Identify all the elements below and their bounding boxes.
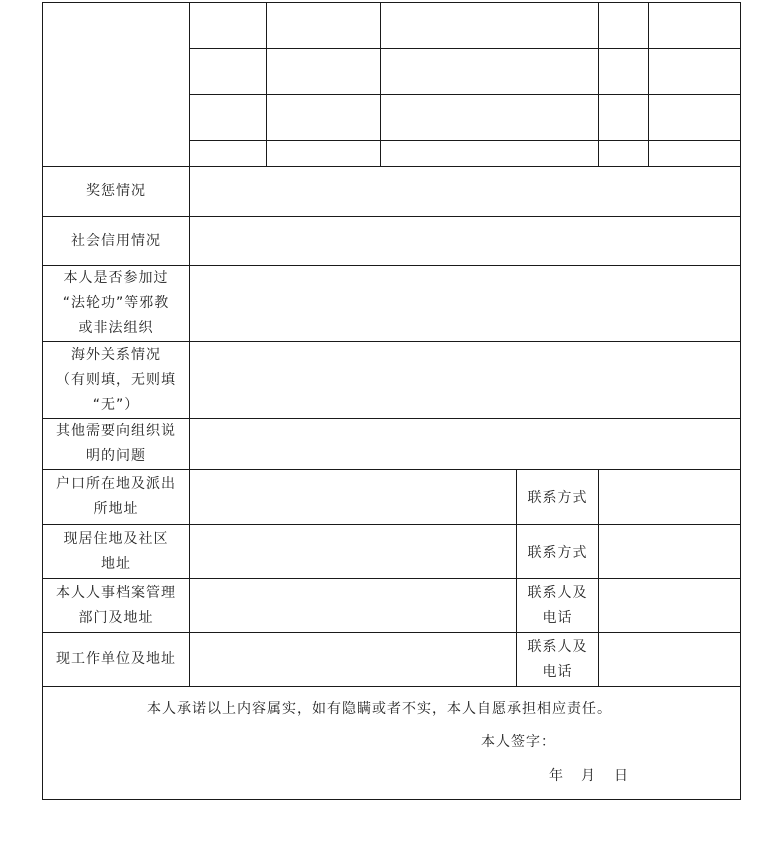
- awards-value-cell[interactable]: [190, 167, 740, 216]
- overseas-value-cell[interactable]: [190, 342, 740, 418]
- archive-contact-label-line-2: 电话: [542, 609, 573, 626]
- credit-label: [43, 217, 189, 265]
- other-value-cell[interactable]: [190, 419, 740, 469]
- hukou-label-line-2: 所地址: [93, 501, 139, 517]
- work-contact-label-line-1: 联系人及: [527, 638, 588, 655]
- work-label-text: 现工作单位及地址: [56, 651, 176, 667]
- credit-label-text: 社会信用情况: [71, 232, 161, 249]
- archive-contact-value-cell[interactable]: [599, 579, 740, 632]
- cult-label-line-1: 本人是否参加过: [63, 270, 169, 286]
- awards-label-text: 奖惩情况: [86, 183, 146, 199]
- cult-value-cell[interactable]: [190, 266, 740, 341]
- hukou-label-line-1: 户口所在地及派出: [56, 476, 176, 492]
- cult-label: [43, 266, 189, 341]
- work-label: [43, 633, 189, 686]
- hukou-contact-label: [517, 470, 598, 524]
- cult-label-line-2: “法轮功”等邪教: [62, 295, 170, 311]
- signature-label: 本人签字：: [481, 734, 556, 750]
- grid-row-divider: [189, 140, 741, 141]
- work-address-cell[interactable]: [190, 633, 516, 686]
- date-month-label: 月: [581, 768, 596, 784]
- overseas-label-line-2: （有则填，无则填: [56, 371, 176, 388]
- declaration-block: [43, 687, 740, 799]
- archive-contact-label-line-1: 联系人及: [527, 584, 588, 601]
- archive-label: [43, 579, 189, 632]
- other-label-line-1: 其他需要向组织说: [56, 423, 176, 439]
- date-day-label: 日: [614, 768, 629, 784]
- work-contact-value-cell[interactable]: [599, 633, 740, 686]
- residence-label-line-1: 现居住地及社区: [63, 530, 169, 547]
- grid-entry-cell[interactable]: [649, 3, 740, 48]
- other-label-line-2: 明的问题: [86, 448, 146, 464]
- table-right-edge: [740, 2, 741, 800]
- overseas-label: [43, 342, 189, 418]
- signature-field[interactable]: [558, 730, 728, 754]
- overseas-label-line-3: “无”）: [92, 396, 140, 413]
- residence-contact-label: [517, 525, 598, 578]
- grid-row-divider: [189, 94, 741, 95]
- table-bottom-line: [42, 799, 741, 800]
- residence-label-line-2: 地址: [101, 555, 131, 572]
- hukou-contact-label-text: 联系方式: [527, 489, 588, 506]
- grid-entry-cell[interactable]: [381, 3, 598, 48]
- residence-label: [43, 525, 189, 578]
- awards-label: [43, 167, 189, 216]
- hukou-label: [43, 470, 189, 524]
- archive-label-line-1: 本人人事档案管理: [56, 584, 176, 601]
- declaration-statement: 本人承诺以上内容属实，如有隐瞒或者不实，本人自愿承担相应责任。: [147, 701, 612, 717]
- archive-label-line-2: 部门及地址: [78, 609, 154, 626]
- grid-entry-cell[interactable]: [267, 3, 380, 48]
- archive-contact-label: [517, 579, 598, 632]
- overseas-label-line-1: 海外关系情况: [71, 346, 161, 363]
- archive-address-cell[interactable]: [190, 579, 516, 632]
- hukou-address-cell[interactable]: [190, 470, 516, 524]
- cult-label-line-3: 或非法组织: [78, 320, 154, 336]
- date-year-label: 年: [549, 768, 564, 784]
- work-contact-label-line-2: 电话: [542, 663, 573, 680]
- work-contact-label: [517, 633, 598, 686]
- residence-address-cell[interactable]: [190, 525, 516, 578]
- hukou-contact-value-cell[interactable]: [599, 470, 740, 524]
- credit-value-cell[interactable]: [190, 217, 740, 265]
- grid-entry-cell[interactable]: [599, 3, 648, 48]
- residence-contact-label-text: 联系方式: [527, 545, 588, 561]
- previous-section-label-cell: [43, 3, 189, 166]
- residence-contact-value-cell[interactable]: [599, 525, 740, 578]
- other-label: [43, 419, 189, 469]
- grid-entry-cell[interactable]: [190, 3, 266, 48]
- grid-row-divider: [189, 48, 741, 49]
